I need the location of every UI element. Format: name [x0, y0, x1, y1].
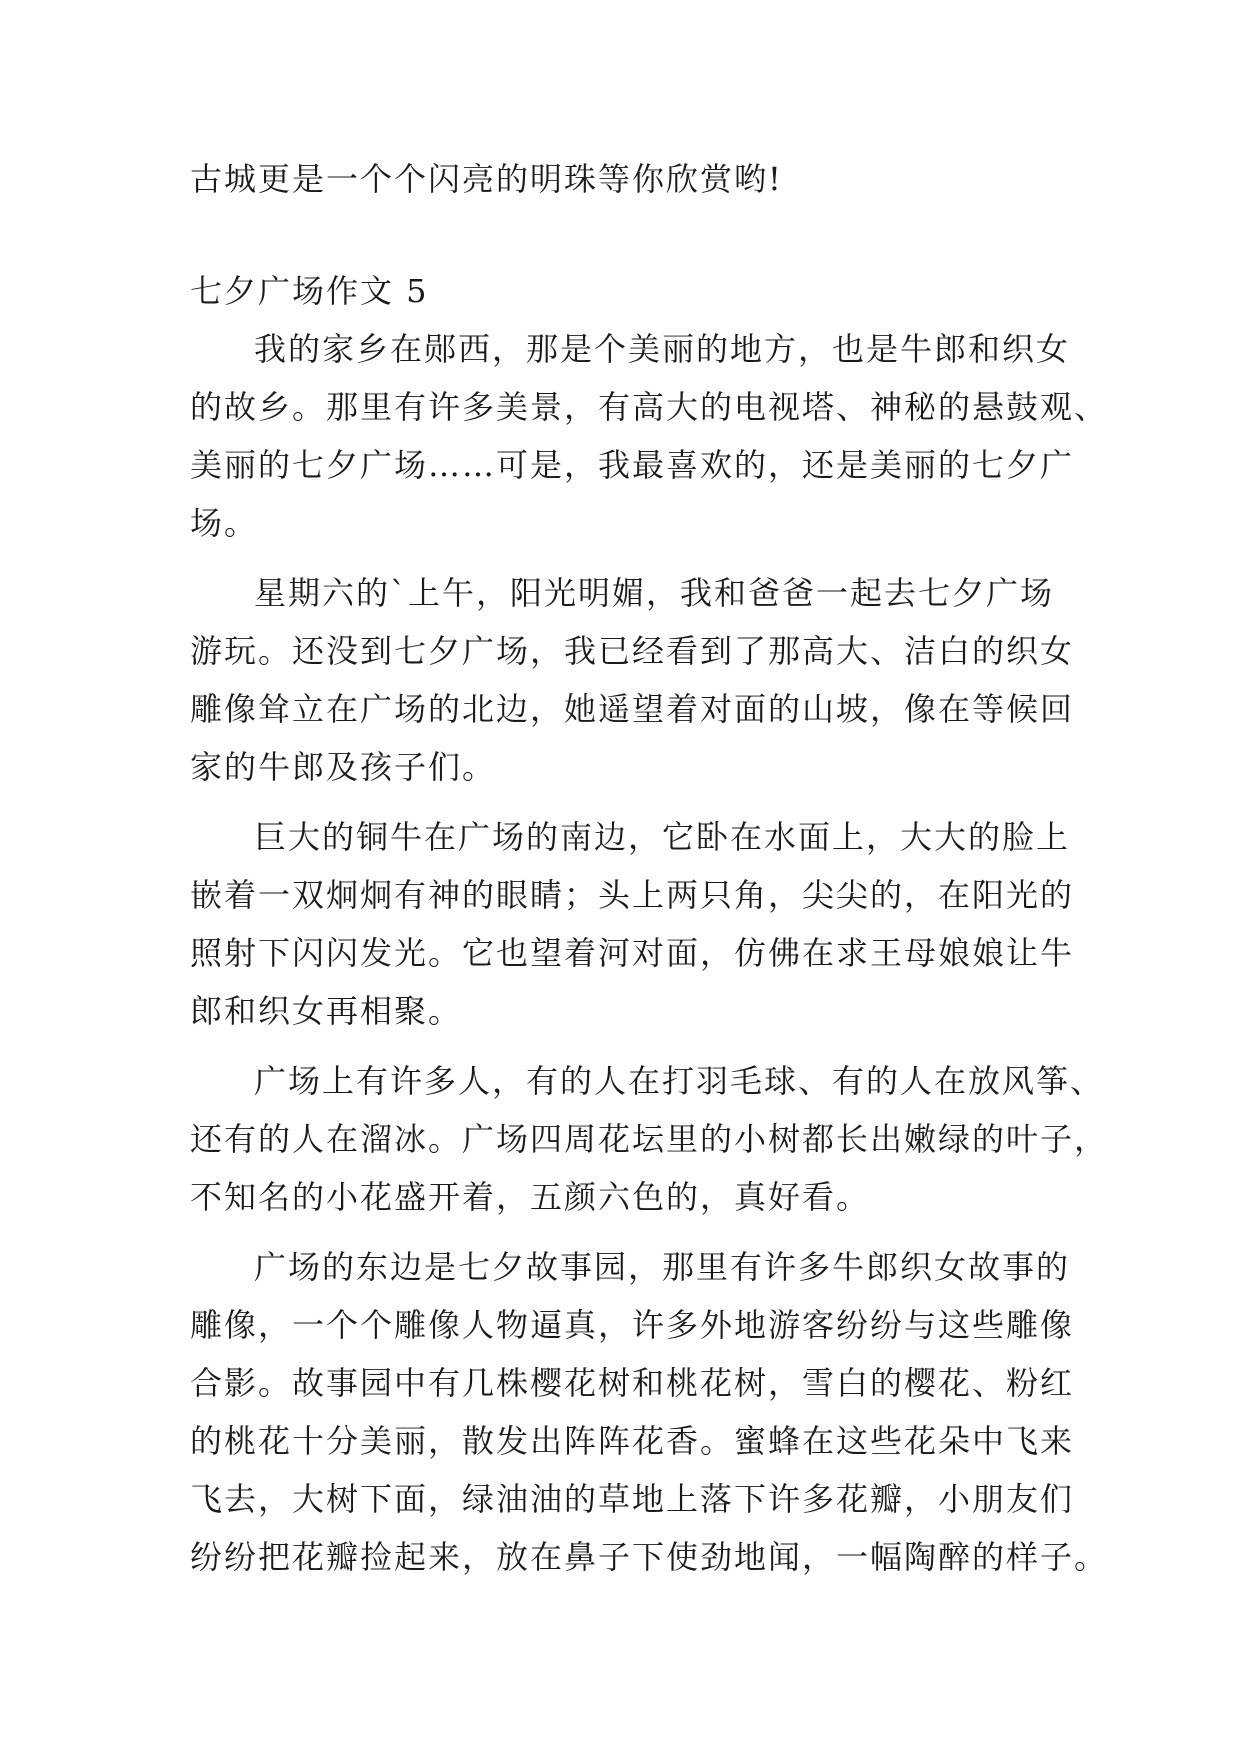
- section-heading: 七夕广场作文 5: [190, 272, 429, 310]
- paragraph-line: 雕像耸立在广场的北边，她遥望着对面的山坡，像在等候回: [190, 690, 1075, 728]
- paragraph-line: 美丽的七夕广场……可是，我最喜欢的，还是美丽的七夕广: [190, 446, 1075, 484]
- paragraph-line: 广场上有许多人，有的人在打羽毛球、有的人在放风筝、: [254, 1062, 1105, 1100]
- paragraph-5: [190, 1238, 1109, 1586]
- paragraph-4: [190, 1052, 1109, 1226]
- paragraph-2: [190, 564, 1075, 796]
- paragraph-line: 纷纷把花瓣捡起来，放在鼻子下使劲地闻，一幅陶醉的样子。: [190, 1538, 1109, 1576]
- paragraph-line: 飞去，大树下面，绿油油的草地上落下许多花瓣，小朋友们: [190, 1480, 1075, 1518]
- paragraph-line: 的桃花十分美丽，散发出阵阵花香。蜜蜂在这些花朵中飞来: [190, 1422, 1075, 1460]
- paragraph-line: 的故乡。那里有许多美景，有高大的电视塔、神秘的悬鼓观、: [190, 388, 1109, 426]
- paragraph-line: 家的牛郎及孩子们。: [190, 748, 497, 786]
- paragraph-line: 场。: [190, 504, 259, 542]
- paragraph-1: [190, 320, 1109, 552]
- paragraph-line: 我的家乡在郧西，那是个美丽的地方，也是牛郎和织女: [254, 330, 1071, 368]
- paragraph-line: 巨大的铜牛在广场的南边，它卧在水面上，大大的脸上: [254, 818, 1071, 856]
- paragraph-3: [190, 808, 1075, 1040]
- paragraph-line: 嵌着一双炯炯有神的眼睛；头上两只角，尖尖的，在阳光的: [190, 876, 1075, 914]
- paragraph-line: 星期六的`上午，阳光明媚，我和爸爸一起去七夕广场: [254, 574, 1055, 612]
- paragraph-line: 还有的人在溜冰。广场四周花坛里的小树都长出嫩绿的叶子，: [190, 1120, 1109, 1158]
- document-body: [190, 150, 1109, 1586]
- paragraph-line: 广场的东边是七夕故事园，那里有许多牛郎织女故事的: [254, 1248, 1071, 1286]
- intro-line: 古城更是一个个闪亮的明珠等你欣赏哟!: [190, 160, 783, 198]
- paragraph-line: 合影。故事园中有几株樱花树和桃花树，雪白的樱花、粉红: [190, 1364, 1075, 1402]
- paragraph-line: 游玩。还没到七夕广场，我已经看到了那高大、洁白的织女: [190, 632, 1075, 670]
- paragraph-line: 不知名的小花盛开着，五颜六色的，真好看。: [190, 1178, 871, 1216]
- paragraph-line: 雕像，一个个雕像人物逼真，许多外地游客纷纷与这些雕像: [190, 1306, 1075, 1344]
- paragraph-line: 郎和织女再相聚。: [190, 992, 463, 1030]
- paragraph-line: 照射下闪闪发光。它也望着河对面，仿佛在求王母娘娘让牛: [190, 934, 1075, 972]
